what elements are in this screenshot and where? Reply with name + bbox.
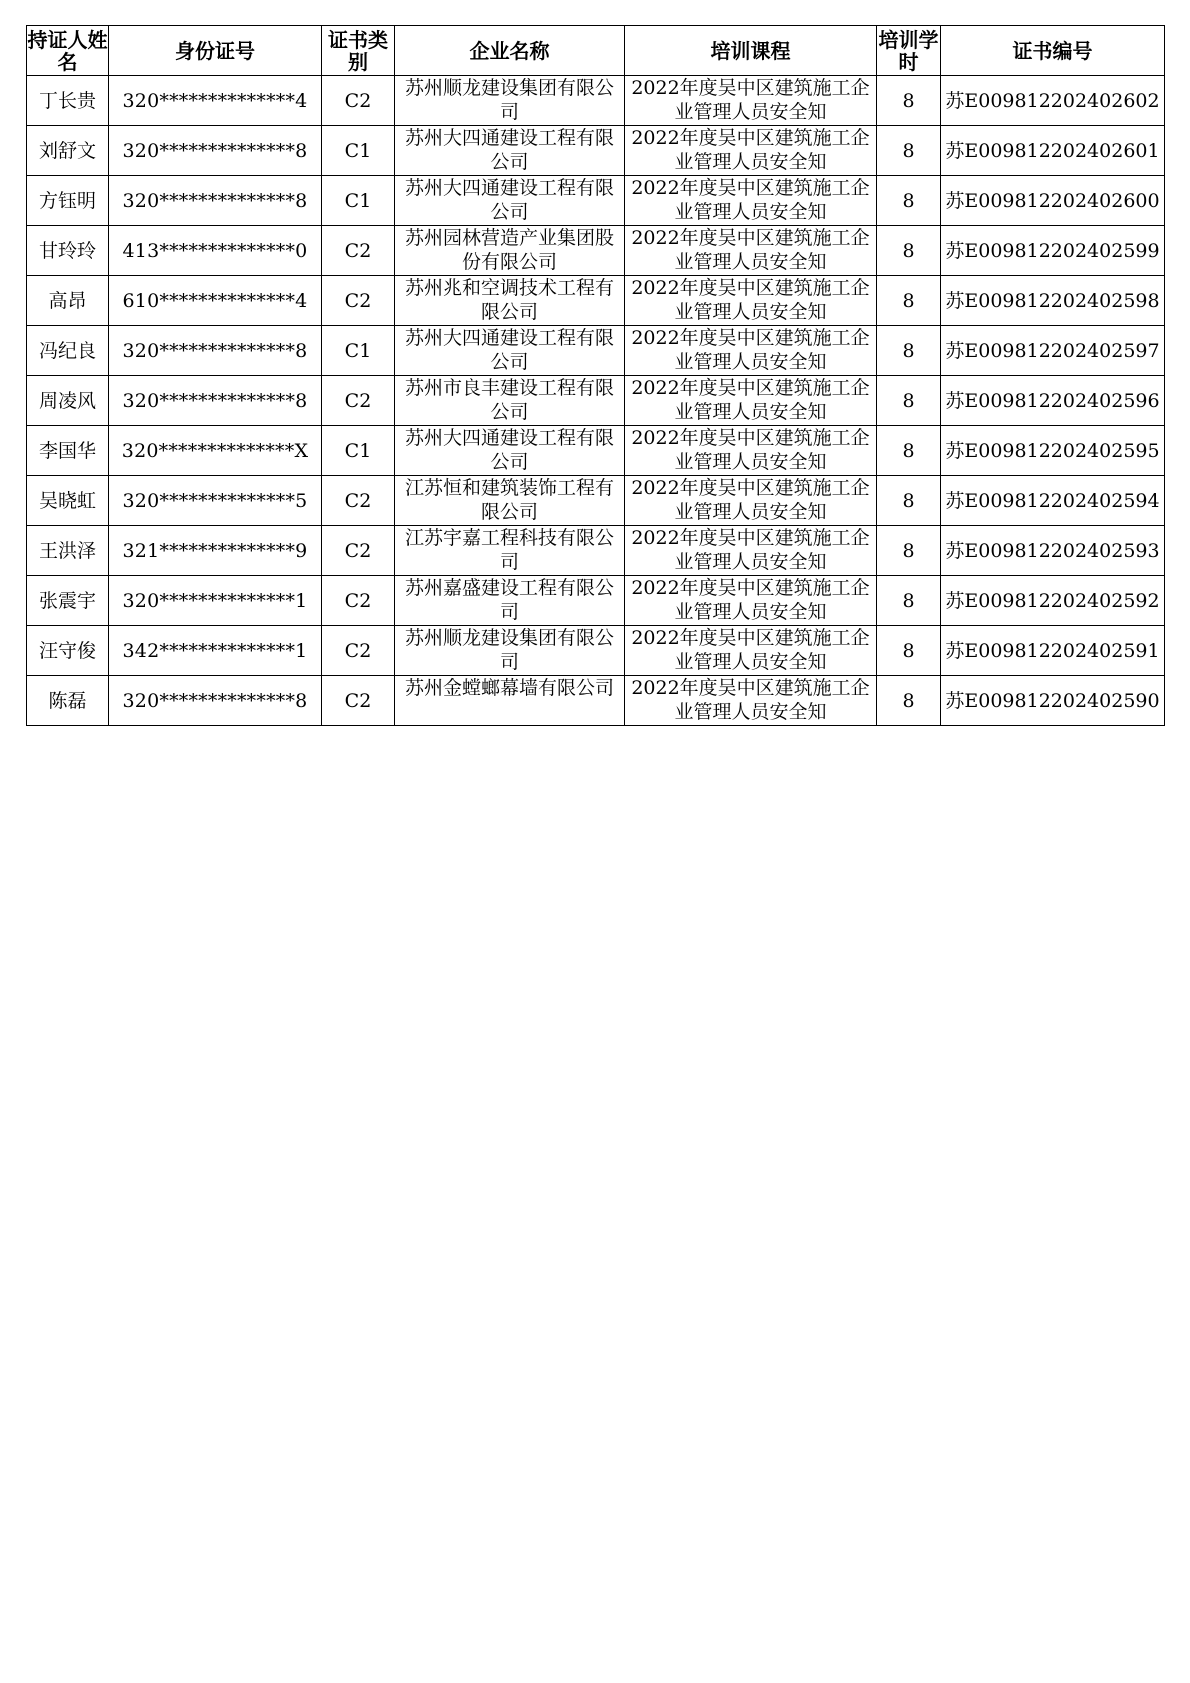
course-cell-text: 2022年度吴中区建筑施工企业管理人员安全知 — [631, 626, 870, 673]
holder-name-cell: 陈磊 — [27, 676, 109, 726]
id-number-cell: 342**************1 — [109, 626, 322, 676]
hours-cell: 8 — [877, 126, 941, 176]
hours-cell: 8 — [877, 426, 941, 476]
holder-name-cell: 甘玲玲 — [27, 226, 109, 276]
holder-name-cell: 周凌风 — [27, 376, 109, 426]
table-header-row — [27, 26, 1165, 76]
hours-cell: 8 — [877, 526, 941, 576]
id-number-cell: 320**************5 — [109, 476, 322, 526]
course-cell-text: 2022年度吴中区建筑施工企业管理人员安全知 — [631, 76, 870, 123]
header-hours-label: 培训学时 — [878, 27, 939, 74]
cert-number-cell: 苏E009812202402602 — [941, 76, 1165, 126]
company-cell — [395, 526, 625, 576]
cert-type-cell: C2 — [322, 76, 395, 126]
course-cell — [625, 226, 877, 276]
table-row — [27, 226, 1165, 276]
holder-name-cell: 丁长贵 — [27, 76, 109, 126]
table-row — [27, 676, 1165, 726]
company-cell — [395, 326, 625, 376]
company-cell — [395, 176, 625, 226]
cert-number-cell: 苏E009812202402600 — [941, 176, 1165, 226]
header-cert-type — [322, 26, 395, 76]
hours-cell: 8 — [877, 76, 941, 126]
table-row — [27, 176, 1165, 226]
holder-name-cell: 吴晓虹 — [27, 476, 109, 526]
table-row — [27, 126, 1165, 176]
course-cell-text: 2022年度吴中区建筑施工企业管理人员安全知 — [631, 476, 870, 523]
course-cell-text: 2022年度吴中区建筑施工企业管理人员安全知 — [631, 376, 870, 423]
cert-type-cell: C1 — [322, 126, 395, 176]
table-row — [27, 276, 1165, 326]
header-company: 企业名称 — [395, 26, 625, 76]
table-row — [27, 576, 1165, 626]
id-number-cell: 321**************9 — [109, 526, 322, 576]
holder-name-cell: 汪守俊 — [27, 626, 109, 676]
company-cell-text: 江苏恒和建筑装饰工程有限公司 — [404, 476, 614, 523]
company-cell-text: 苏州嘉盛建设工程有限公司 — [404, 576, 614, 623]
company-cell — [395, 226, 625, 276]
id-number-cell: 320**************8 — [109, 376, 322, 426]
holder-name-cell: 高昂 — [27, 276, 109, 326]
id-number-cell: 413**************0 — [109, 226, 322, 276]
hours-cell: 8 — [877, 226, 941, 276]
id-number-cell: 320**************4 — [109, 76, 322, 126]
header-course: 培训课程 — [625, 26, 877, 76]
table-row — [27, 376, 1165, 426]
company-cell-text: 苏州园林营造产业集团股份有限公司 — [404, 226, 614, 273]
header-name — [27, 26, 109, 76]
course-cell — [625, 276, 877, 326]
cert-type-cell: C2 — [322, 476, 395, 526]
header-hours — [877, 26, 941, 76]
hours-cell: 8 — [877, 276, 941, 326]
cert-type-cell: C2 — [322, 576, 395, 626]
company-cell-text: 苏州市良丰建设工程有限公司 — [404, 376, 614, 423]
company-cell-text: 苏州顺龙建设集团有限公司 — [404, 76, 614, 123]
cert-type-cell: C2 — [322, 526, 395, 576]
company-cell — [395, 426, 625, 476]
course-cell-text: 2022年度吴中区建筑施工企业管理人员安全知 — [631, 426, 870, 473]
cert-type-cell: C2 — [322, 626, 395, 676]
hours-cell: 8 — [877, 376, 941, 426]
cert-number-cell: 苏E009812202402594 — [941, 476, 1165, 526]
holder-name-cell: 冯纪良 — [27, 326, 109, 376]
holder-name-cell: 方钰明 — [27, 176, 109, 226]
holder-name-cell: 王洪泽 — [27, 526, 109, 576]
table-row — [27, 526, 1165, 576]
company-cell-text: 苏州大四通建设工程有限公司 — [404, 326, 614, 373]
company-cell-text: 苏州大四通建设工程有限公司 — [404, 426, 614, 473]
hours-cell: 8 — [877, 576, 941, 626]
hours-cell: 8 — [877, 476, 941, 526]
course-cell — [625, 126, 877, 176]
cert-type-cell: C2 — [322, 276, 395, 326]
company-cell — [395, 626, 625, 676]
company-cell-text: 苏州金螳螂幕墙有限公司 — [404, 676, 614, 699]
header-cert-number: 证书编号 — [941, 26, 1165, 76]
course-cell-text: 2022年度吴中区建筑施工企业管理人员安全知 — [631, 676, 870, 723]
id-number-cell: 320**************1 — [109, 576, 322, 626]
holder-name-cell: 刘舒文 — [27, 126, 109, 176]
cert-type-cell: C1 — [322, 426, 395, 476]
cert-number-cell: 苏E009812202402593 — [941, 526, 1165, 576]
cert-type-cell: C2 — [322, 376, 395, 426]
header-cert-type-label: 证书类别 — [328, 27, 388, 74]
company-cell — [395, 376, 625, 426]
hours-cell: 8 — [877, 326, 941, 376]
cert-number-cell: 苏E009812202402592 — [941, 576, 1165, 626]
id-number-cell: 320**************8 — [109, 176, 322, 226]
cert-type-cell: C1 — [322, 326, 395, 376]
cert-type-cell: C1 — [322, 176, 395, 226]
cert-number-cell: 苏E009812202402598 — [941, 276, 1165, 326]
course-cell-text: 2022年度吴中区建筑施工企业管理人员安全知 — [631, 576, 870, 623]
course-cell — [625, 576, 877, 626]
header-id-number: 身份证号 — [109, 26, 322, 76]
cert-number-cell: 苏E009812202402597 — [941, 326, 1165, 376]
id-number-cell: 320**************X — [109, 426, 322, 476]
holder-name-cell: 张震宇 — [27, 576, 109, 626]
id-number-cell: 610**************4 — [109, 276, 322, 326]
company-cell-text: 江苏宇嘉工程科技有限公司 — [404, 526, 614, 573]
table-row — [27, 476, 1165, 526]
hours-cell: 8 — [877, 626, 941, 676]
cert-type-cell: C2 — [322, 676, 395, 726]
course-cell-text: 2022年度吴中区建筑施工企业管理人员安全知 — [631, 176, 870, 223]
cert-number-cell: 苏E009812202402591 — [941, 626, 1165, 676]
cert-number-cell: 苏E009812202402596 — [941, 376, 1165, 426]
hours-cell: 8 — [877, 676, 941, 726]
course-cell — [625, 326, 877, 376]
table-row — [27, 626, 1165, 676]
company-cell — [395, 126, 625, 176]
company-cell-text: 苏州兆和空调技术工程有限公司 — [404, 276, 614, 323]
table-row — [27, 76, 1165, 126]
course-cell — [625, 376, 877, 426]
company-cell — [395, 576, 625, 626]
cert-number-cell: 苏E009812202402601 — [941, 126, 1165, 176]
course-cell-text: 2022年度吴中区建筑施工企业管理人员安全知 — [631, 526, 870, 573]
company-cell-text: 苏州大四通建设工程有限公司 — [404, 126, 614, 173]
course-cell-text: 2022年度吴中区建筑施工企业管理人员安全知 — [631, 276, 870, 323]
cert-number-cell: 苏E009812202402590 — [941, 676, 1165, 726]
company-cell — [395, 76, 625, 126]
company-cell — [395, 476, 625, 526]
cert-number-cell: 苏E009812202402599 — [941, 226, 1165, 276]
course-cell-text: 2022年度吴中区建筑施工企业管理人员安全知 — [631, 326, 870, 373]
holder-name-cell: 李国华 — [27, 426, 109, 476]
cert-type-cell: C2 — [322, 226, 395, 276]
course-cell-text: 2022年度吴中区建筑施工企业管理人员安全知 — [631, 126, 870, 173]
certificate-roster-sheet — [26, 25, 1164, 726]
id-number-cell: 320**************8 — [109, 676, 322, 726]
course-cell — [625, 626, 877, 676]
course-cell — [625, 76, 877, 126]
id-number-cell: 320**************8 — [109, 326, 322, 376]
table-row — [27, 326, 1165, 376]
course-cell — [625, 426, 877, 476]
certificate-roster-table — [26, 25, 1165, 726]
table-body — [27, 76, 1165, 726]
id-number-cell: 320**************8 — [109, 126, 322, 176]
course-cell-text: 2022年度吴中区建筑施工企业管理人员安全知 — [631, 226, 870, 273]
company-cell-text: 苏州大四通建设工程有限公司 — [404, 176, 614, 223]
course-cell — [625, 526, 877, 576]
company-cell — [395, 276, 625, 326]
hours-cell: 8 — [877, 176, 941, 226]
table-row — [27, 426, 1165, 476]
course-cell — [625, 476, 877, 526]
company-cell-text: 苏州顺龙建设集团有限公司 — [404, 626, 614, 673]
course-cell — [625, 176, 877, 226]
course-cell — [625, 676, 877, 726]
company-cell — [395, 676, 625, 726]
header-name-label: 持证人姓名 — [27, 27, 108, 74]
cert-number-cell: 苏E009812202402595 — [941, 426, 1165, 476]
